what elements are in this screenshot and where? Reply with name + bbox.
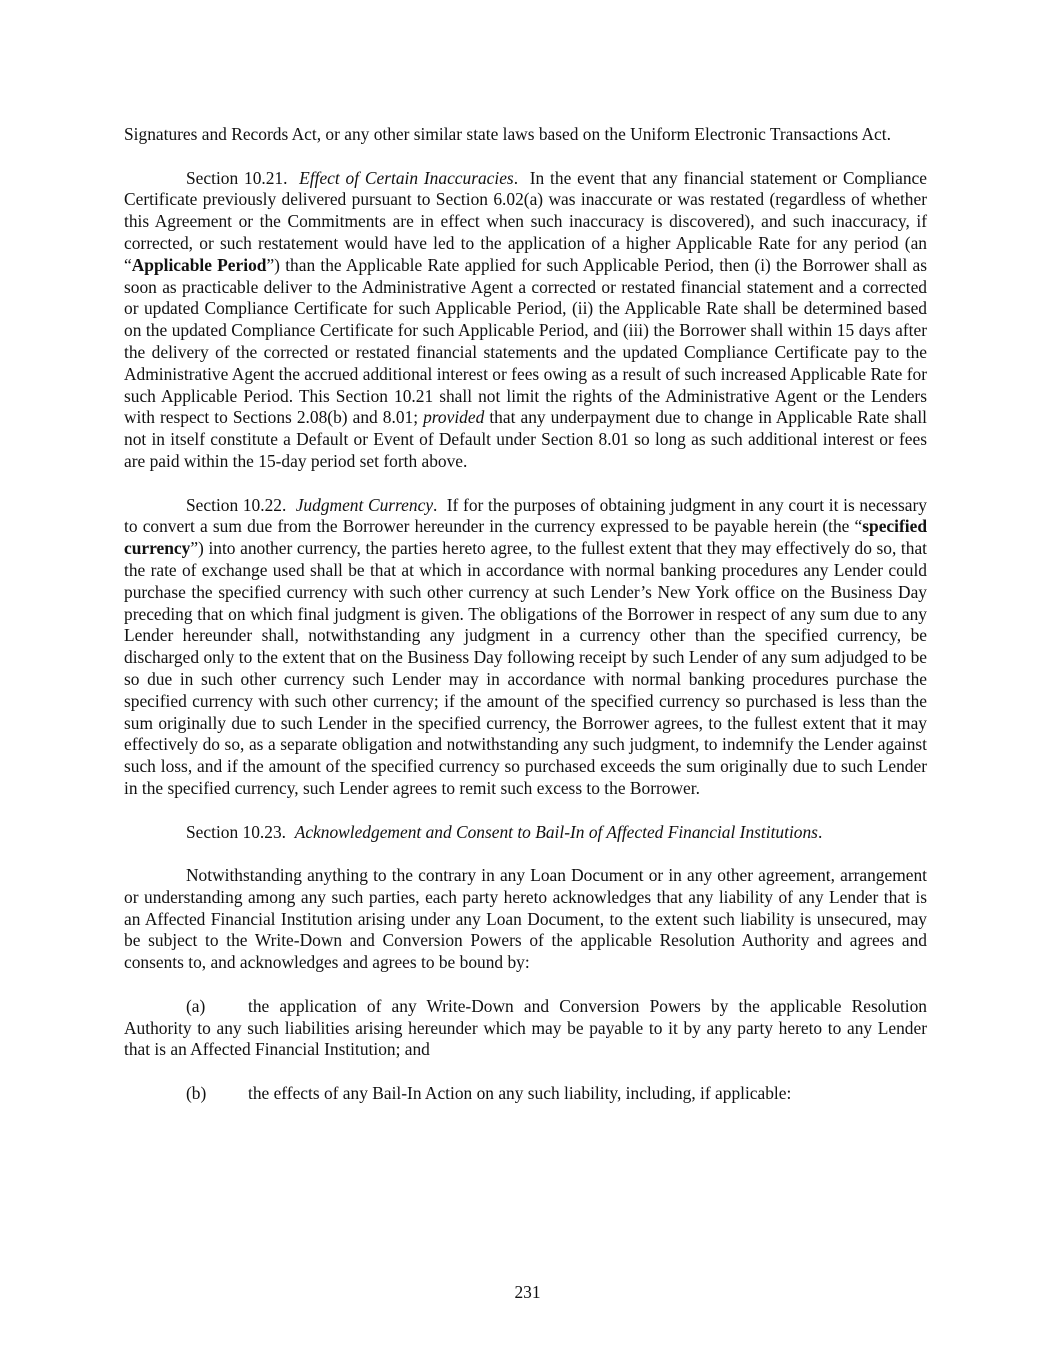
section-10-21-paragraph: Section 10.21. Effect of Certain Inaccuracies. In the event that any financial statement or Compliance Certificate previously delivered pursuant to Section 6.02(a) was inaccurate or was restated (regardless of whether this Agreement or the Commitments are in effect when such inaccuracy is discovered), and such inaccuracy, if corrected, or such restatement would have led to the application of a higher Applicable Rate for any period (an “Applicable Period”) than the Applicable Rate applied for such Applicable Period, then (i) the Borrower shall as soon as practicable deliver to the Administrative Agent a corrected or restated financial statement and a corrected or updated Compliance Certificate for such Applicable Period, (ii) the Applicable Rate shall be determined based on the updated Compliance Certificate for such Applicable Period, and (iii) the Borrower shall within 15 days after the delivery of the corrected or restated financial statements and the updated Compliance Certificate pay to the Administrative Agent the accrued additional interest or fees owing as a result of such increased Applicable Rate for such Applicable Period. This Section 10.21 shall not limit the rights of the Administrative Agent or the Lenders with respect to Sections 2.08(b) and 8.01; provided that any underpayment due to change in Applicable Rate shall not in itself constitute a Default or Event of Default under Section 8.01 so long as such additional interest or fees are paid within the 15-day period set forth above. (124, 167, 928, 471)
section-10-22-text-2: ”) into another currency, the parties hereto agree, to the fullest extent that they may effectively do so, that the rate of exchange used shall be that at which in accordance with normal banking procedures any Lender could purchase the specified currency with such other currency at such Lender’s New York office on the Business Day preceding that on which final judgment is given. The obligations of the Borrower in respect of any sum due to any Lender hereunder shall, notwithstanding any judgment in a currency other than the specified currency, be discharged only to the extent that on the Business Day following receipt by such Lender of any sum adjudged to be so due in such other currency such Lender may in accordance with normal banking procedures purchase the specified currency with such other currency; if the amount of the specified currency so purchased is less than the sum originally due to such Lender in the specified currency, the Borrower agrees, to the fullest extent that it may effectively do so, as a separate obligation and notwithstanding any such judgment, to indemnify the Lender against such loss, and if the amount of the specified currency so purchased exceeds the sum originally due to such Lender in the specified currency, such Lender agrees to remit such excess to the Borrower. (124, 538, 927, 798)
section-10-22-title: Judgment Currency (295, 494, 434, 515)
section-10-23-heading: Section 10.23. Acknowledgement and Consent to Bail-In of Affected Financial Institutions. (186, 821, 823, 842)
section-10-23-intro-text: Notwithstanding anything to the contrary in any Loan Document or in any other agreement, arrangement or understanding among any such parties, each party hereto acknowledges that any liability of any Lender that is an Affected Financial Institution arising under any Loan Document, to the extent such liability is unsecured, may be subject to the Write-Down and Conversion Powers of the applicable Resolution Authority and agrees and consents to, and acknowledges and agrees to be bound by: (124, 865, 927, 973)
continuation-paragraph (124, 124, 927, 146)
section-10-22-paragraph: Section 10.22. Judgment Currency. If for the purposes of obtaining judgment in any court it is necessary to convert a sum due from the Borrower hereunder in the currency expressed to be payable herein (the “specified currency”) into another currency, the parties hereto agree, to the fullest extent that they may effectively do so, that the rate of exchange used shall be that at which in accordance with normal banking procedures any Lender could purchase the specified currency with such other currency at such Lender’s New York office on the Business Day preceding that on which final judgment is given. The obligations of the Borrower in respect of any sum due to any Lender hereunder shall, notwithstanding any judgment in a currency other than the specified currency, be discharged only to the extent that on the Business Day following receipt by such Lender of any sum adjudged to be so due in such other currency such Lender may in accordance with normal banking procedures purchase the specified currency with such other currency; if the amount of the specified currency so purchased is less than the sum originally due to such Lender in the specified currency, the Borrower agrees, to the fullest extent that it may effectively do so, as a separate obligation and notwithstanding any such judgment, to indemnify the Lender against such loss, and if the amount of the specified currency so purchased exceeds the sum originally due to such Lender in the specified currency, such Lender agrees to remit such excess to the Borrower. (124, 494, 927, 798)
section-10-21-title: Effect of Certain Inaccuracies (299, 167, 514, 188)
section-10-22-defined-term: specified currency (124, 516, 927, 559)
list-item-marker: (b) (186, 1083, 207, 1104)
paragraph-gap (124, 974, 927, 996)
document-page (124, 124, 927, 1105)
paragraph-gap (124, 473, 927, 495)
section-10-21-text-1: In the event that any financial statement or Compliance Certificate previously delivered pursuant to Section 6.02(a) was inaccurate or was restated (regardless of whether this Agreement or the Commitments are in effect when such inaccuracy is discovered), and such inaccuracy, if corrected, or such restatement would have led to the application of a higher Applicable Rate for any period (an “ (124, 167, 927, 275)
list-item-marker: (a) (186, 995, 206, 1016)
section-10-22-number: Section 10.22. (186, 494, 287, 515)
section-10-21-text-2: ”) than the Applicable Rate applied for such Applicable Period, then (i) the Borrower shall as soon as practicable deliver to the Administrative Agent a corrected or restated financial statement and a corrected or updated Compliance Certificate for such Applicable Period, (ii) the Applicable Rate shall be determined based on the updated Compliance Certificate for such Applicable Period, and (iii) the Borrower shall within 15 days after the delivery of the corrected or restated financial statements and the updated Compliance Certificate pay to the Administrative Agent the accrued additional interest or fees owing as a result of such increased Applicable Rate for such Applicable Period. This Section 10.21 shall not limit the rights of the Administrative Agent or the Lenders with respect to Sections 2.08(b) and 8.01; (124, 254, 928, 428)
list-item (124, 1083, 927, 1105)
section-10-21-italic-term: provided (423, 407, 485, 428)
paragraph-gap (124, 146, 927, 168)
paragraph-gap (124, 1061, 927, 1083)
continuation-text: Signatures and Records Act, or any other similar state laws based on the Uniform Electronic Transactions Act. (124, 124, 891, 144)
list-item-text: the effects of any Bail-In Action on any such liability, including, if applicable: (248, 1083, 792, 1104)
section-10-21-text-3: that any underpayment due to change in Applicable Rate shall not in itself constitute a Default or Event of Default under Section 8.01 so long as such additional interest or fees are paid within the 15-day period set forth above. (124, 407, 927, 471)
section-10-23-title: Acknowledgement and Consent to Bail-In of Affected Financial Institutions (294, 821, 818, 842)
list-item (124, 996, 927, 1061)
section-10-22-text-1: If for the purposes of obtaining judgment in any court it is necessary to convert a sum due from the Borrower hereunder in the currency expressed to be payable herein (the “ (124, 494, 927, 537)
paragraph-gap (124, 843, 927, 865)
section-10-21-defined-term: Applicable Period (131, 254, 267, 275)
section-10-21-number: Section 10.21. (186, 167, 288, 188)
paragraph-gap (124, 800, 927, 822)
section-10-23-number: Section 10.23. (186, 821, 286, 842)
list-item-text: the application of any Write-Down and Conversion Powers by the applicable Resolution Authority to any such liabilities arising hereunder which may be payable to it by any party hereto to any Lender that is an Affected Financial Institution; and (124, 995, 927, 1060)
page-number: 231 (514, 1282, 541, 1302)
section-10-23-intro (124, 865, 927, 974)
